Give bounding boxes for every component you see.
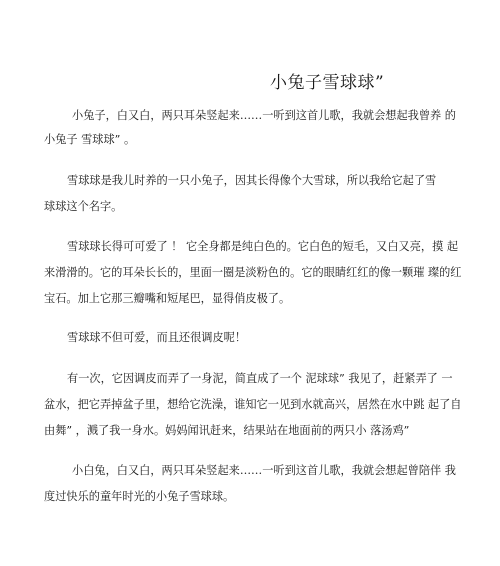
paragraph-3-line-3: 宝石。加上它那三瓣嘴和短尾巴，显得俏皮极了。	[44, 292, 291, 305]
paragraph-2-line-2: 球球这个名字。	[44, 200, 123, 213]
paragraph-5-line-3: 由舞” ，溅了我一身水。妈妈闻讯赶来，结果站在地面前的两只小 落汤鸡”	[44, 424, 410, 437]
paragraph-5-line-2: 盆水，把它弄掉盆子里，想给它洗澡，谁知它一见到水就高兴，居然在水中跳 起了自	[44, 398, 462, 411]
paragraph-2-line-1: 雪球球是我儿时养的一只小兔子，因其长得像个大雪球，所以我给它起了雪	[67, 174, 437, 187]
paragraph-5-line-1: 有一次，它因调皮而弄了一身泥，简直成了一个 泥球球” 我见了，赶紧弄了 一	[67, 372, 453, 385]
paragraph-1-line-1: 小兔子，白又白，两只耳朵竖起来……一听到这首儿歌，我就会想起我曾养 的	[72, 109, 456, 122]
paragraph-3-line-2: 来滑滑的。它的耳朵长长的，里面一圈是淡粉色的。它的眼睛红红的像一颗璀 璨的红	[44, 266, 462, 279]
paragraph-4-line-1: 雪球球不但可爱，而且还很调皮呢！	[67, 331, 247, 344]
paragraph-1-line-2: 小兔子 雪球球” 。	[44, 133, 136, 146]
paragraph-6-line-1: 小白兔，白又白，两只耳朵竖起来……一听到这首儿歌，我就会想起曾陪伴 我	[72, 464, 456, 477]
paragraph-3-line-1: 雪球球长得可可爱了 ！ 它全身都是纯白色的。它白色的短毛，又白又亮，摸 起	[67, 240, 459, 253]
paragraph-6-line-2: 度过快乐的童年时光的小兔子雪球球。	[44, 490, 235, 503]
document-title: 小兔子雪球球”	[270, 73, 385, 93]
